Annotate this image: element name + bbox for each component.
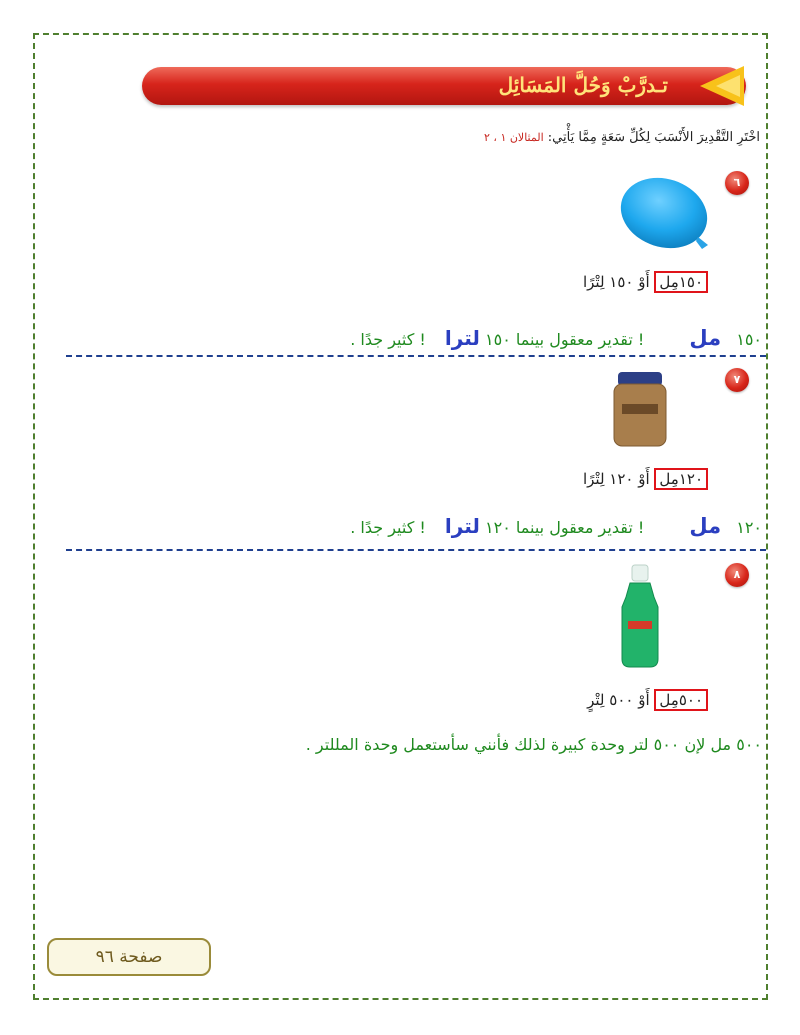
answer-text: ! تقدير معقول بينما ١٥٠ bbox=[485, 330, 645, 349]
page-number-box: صفحة ٩٦ bbox=[47, 938, 211, 976]
section-title: تـدرَّبْ وَحُلَّ المَسَائِل bbox=[498, 73, 668, 97]
instruction-line bbox=[484, 130, 760, 145]
selected-choice[interactable]: ١٢٠مِل bbox=[654, 468, 708, 490]
answer-value: ١٥٠ bbox=[736, 330, 762, 349]
answer-text-2: ! كثير جدًا . bbox=[350, 518, 426, 537]
answer-unit: مل bbox=[689, 326, 722, 350]
jar-image bbox=[612, 370, 668, 448]
balloon-image bbox=[612, 175, 716, 257]
answer-unit: مل bbox=[689, 514, 722, 538]
question-number-badge: ٧ bbox=[725, 368, 749, 392]
answer-unit-2: لترا bbox=[444, 326, 480, 350]
other-choice: أَوْ ٥٠٠ لِتْرٍ bbox=[587, 691, 650, 709]
question-number-badge: ٦ bbox=[725, 171, 749, 195]
choice-line bbox=[587, 691, 708, 709]
answer-value: ١٢٠ bbox=[736, 518, 762, 537]
examples-reference: المثالان ١ ، ٢ bbox=[483, 131, 544, 144]
section-banner bbox=[142, 67, 746, 105]
bottle-image bbox=[618, 563, 662, 669]
section-divider bbox=[66, 549, 766, 551]
choice-line bbox=[583, 470, 708, 488]
section-divider bbox=[66, 355, 766, 357]
question-number-badge: ٨ bbox=[725, 563, 749, 587]
answer-line: ٥٠٠ مل لإن ٥٠٠ لتر وحدة كبيرة لذلك فأنني سأستعمل وحدة المللتر . bbox=[305, 735, 762, 754]
other-choice: أَوْ ١٥٠ لِتْرًا bbox=[582, 273, 650, 291]
answer-text-2: ! كثير جدًا . bbox=[350, 330, 426, 349]
selected-choice[interactable]: ١٥٠مِل bbox=[654, 271, 708, 293]
banner-arrow-highlight bbox=[716, 75, 740, 97]
answer-unit-2: لترا bbox=[444, 514, 480, 538]
choice-line bbox=[583, 273, 708, 291]
other-choice: أَوْ ١٢٠ لِتْرًا bbox=[582, 470, 650, 488]
selected-choice[interactable]: ٥٠٠مِل bbox=[654, 689, 708, 711]
answer-text: ! تقدير معقول بينما ١٢٠ bbox=[485, 518, 645, 537]
answer-line bbox=[350, 514, 762, 538]
instruction-text: اخْتَرِ التَّقْدِيرَ الأَنْسَبَ لِكُلِّ سَعَةٍ مِمَّا يَأْتِي: bbox=[547, 130, 760, 145]
answer-line bbox=[350, 326, 762, 350]
